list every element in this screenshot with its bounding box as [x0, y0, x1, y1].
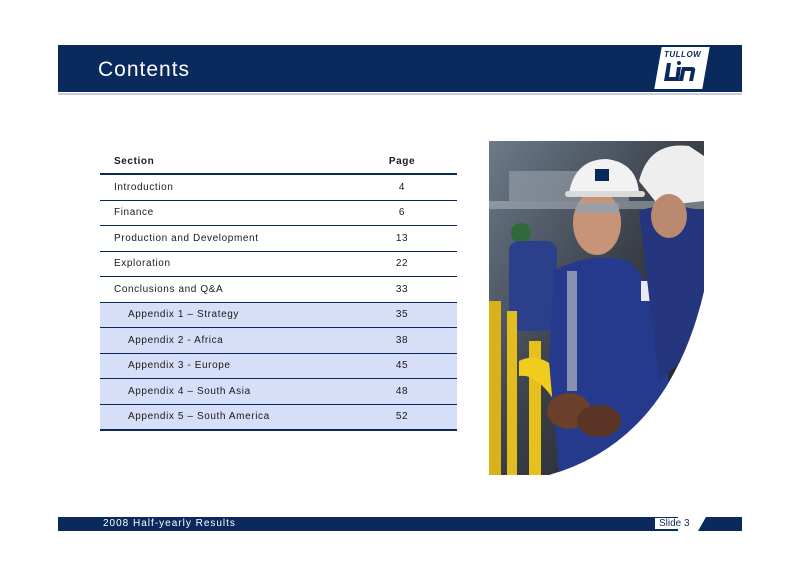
- oil-rig-workers-photo: [489, 141, 704, 475]
- page-number: 33: [347, 277, 457, 303]
- page-number: 4: [347, 174, 457, 200]
- table-header-row: [100, 150, 457, 174]
- appendix-row: [100, 404, 457, 430]
- page-number: 6: [347, 200, 457, 226]
- section-name: Finance: [100, 200, 347, 226]
- section-name: Appendix 3 - Europe: [100, 353, 347, 379]
- header-bar: [58, 45, 742, 92]
- table-row: [100, 200, 457, 226]
- table-row: [100, 174, 457, 200]
- appendix-row: [100, 302, 457, 328]
- page-number: 35: [347, 302, 457, 328]
- page-number: 38: [347, 328, 457, 354]
- column-header-section: Section: [100, 150, 347, 174]
- table-row: [100, 226, 457, 252]
- header-rule: [58, 93, 742, 95]
- page-title: Contents: [98, 58, 191, 81]
- section-name: Appendix 1 – Strategy: [100, 302, 347, 328]
- appendix-row: [100, 353, 457, 379]
- appendix-row: [100, 379, 457, 405]
- footer-accent-shape: [698, 517, 742, 531]
- logo-mark-icon: [664, 59, 698, 83]
- page-number: 13: [347, 226, 457, 252]
- logo-wordmark: TULLOW: [664, 50, 702, 59]
- table-row: [100, 277, 457, 303]
- section-name: Conclusions and Q&A: [100, 277, 347, 303]
- section-name: Appendix 5 – South America: [100, 404, 347, 430]
- page-number: 45: [347, 353, 457, 379]
- page-number: 52: [347, 404, 457, 430]
- table-row: [100, 251, 457, 277]
- page-number: 22: [347, 251, 457, 277]
- section-name: Introduction: [100, 174, 347, 200]
- footer-title: 2008 Half-yearly Results: [103, 518, 236, 529]
- section-name: Appendix 2 - Africa: [100, 328, 347, 354]
- section-name: Exploration: [100, 251, 347, 277]
- appendix-row: [100, 328, 457, 354]
- tullow-logo: [658, 47, 706, 89]
- contents-table: [100, 150, 457, 431]
- footer: [58, 517, 742, 531]
- section-name: Production and Development: [100, 226, 347, 252]
- slide-number: Slide 3: [655, 518, 696, 529]
- section-name: Appendix 4 – South Asia: [100, 379, 347, 405]
- page-number: 48: [347, 379, 457, 405]
- column-header-page: Page: [347, 150, 457, 174]
